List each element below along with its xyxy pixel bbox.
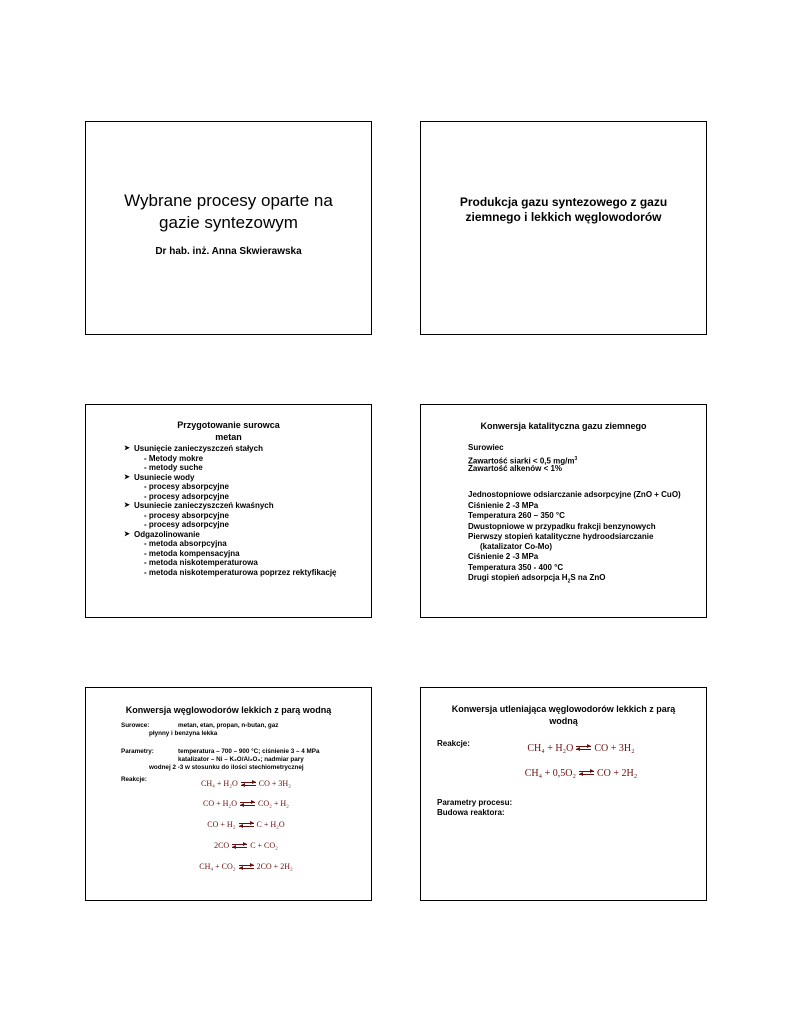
list-subitem: - metoda niskotemperaturowa [144, 558, 258, 567]
slide3-title [92, 419, 365, 443]
equation [146, 779, 346, 788]
process-line: Ciśnienie 2 -3 MPa [468, 500, 539, 510]
list-subitem: - procesy absorpcyjne [144, 482, 229, 491]
slide3-title-line2: metan [215, 432, 242, 442]
list-item [124, 501, 337, 511]
slide-title [85, 121, 372, 335]
alkenes-line: Zawartość alkenów < 1% [468, 464, 563, 473]
list-item [124, 444, 337, 454]
equation-left: CO + H₂ [207, 820, 236, 829]
equation [146, 820, 346, 829]
equation-right: CO + 3H₂ [258, 779, 291, 788]
list-subitem: - metoda niskotemperaturowa poprzez rektyfikację [144, 567, 337, 577]
reactions-label: Reakcje: [121, 776, 147, 783]
slide6-title [427, 703, 700, 727]
list-item-label: Usunięcie zanieczyszczeń stałych [134, 444, 263, 453]
list-item-label: Usuniecie zanieczyszczeń kwaśnych [134, 501, 274, 510]
equation [146, 799, 346, 808]
params-value: wodnej 2 -3 w stosunku do ilości stechiometrycznej [149, 764, 304, 771]
slide-raw-preparation [85, 404, 372, 618]
equilibrium-arrow-icon [240, 801, 255, 808]
process-line: Temperatura 350 - 400 °C [468, 562, 564, 572]
sulfur-sup: 3 [574, 455, 578, 462]
slide3-list [124, 444, 337, 577]
process-line: (katalizator Co-Mo) [480, 541, 552, 551]
equation-left: CO + H₂O [203, 799, 237, 808]
arrow-bullet-icon: ➤ [124, 473, 130, 481]
equilibrium-arrow-icon [579, 770, 594, 777]
arrow-bullet-icon: ➤ [124, 502, 130, 509]
raw-label: Surowiec [468, 443, 504, 452]
list-subitem: - procesy adsorpcyjne [144, 491, 229, 501]
equation-left: CH₄ + H₂O [527, 743, 574, 754]
slide-production [420, 121, 707, 335]
list-subitem: - procesy absorpcyjne [144, 510, 229, 520]
slide1-author: Dr hab. inż. Anna Skwierawska [155, 246, 302, 257]
process-line [468, 573, 681, 584]
equation-left: CH₄ + CO₂ [199, 862, 236, 871]
slide4-raw-block [468, 443, 577, 475]
params-value: katalizator – Ni – K₂O/Al₂O₃; nadmiar pary [178, 756, 304, 763]
equation-right: CO + 2H₂ [596, 768, 638, 779]
list-item [124, 529, 337, 540]
list-item [124, 472, 337, 483]
slide6-title-line2: wodną [549, 716, 578, 726]
slide2-title-line1: Produkcja gazu syntezowego z gazu [459, 195, 668, 209]
equation [481, 768, 681, 779]
arrow-bullet-icon: ➤ [124, 530, 130, 538]
slide3-title-line1: Przygotowanie surowca [177, 420, 280, 430]
last-post: S na ZnO [570, 573, 606, 582]
sulfur-text: Zawartość siarki < 0,5 mg/m [468, 456, 575, 466]
equilibrium-arrow-icon [239, 822, 254, 829]
slide-catalytic-conversion [420, 404, 707, 618]
equation-right: C + CO₂ [250, 841, 278, 850]
last-pre: Drugi stopień adsorpcja H [468, 573, 568, 582]
reactions-label: Reakcje: [437, 739, 470, 748]
list-subitem: - metoda kompensacyjna [144, 548, 240, 558]
slide4-process-block [468, 490, 681, 584]
equilibrium-arrow-icon [576, 745, 591, 752]
raw-value: płynny i benzyna lekka [149, 730, 218, 737]
arrow-bullet-icon: ➤ [124, 445, 130, 452]
equation-right: CO₂ + H₂ [257, 799, 289, 808]
equilibrium-arrow-icon [232, 843, 247, 850]
slide1-title-line1: Wybrane procesy oparte na [124, 191, 333, 210]
params-label: Parametry procesu: [437, 798, 513, 807]
equation-right: 2CO + 2H₂ [256, 862, 293, 871]
equation-left: CH₄ + 0,5O₂ [524, 768, 576, 779]
process-line: Jednostopniowe odsiarczanie adsorpcyjne (ZnO + CuO) [468, 490, 681, 499]
slide4-title: Konwersja katalityczna gazu ziemnego [480, 421, 647, 431]
params-value: temperatura – 700 – 900 °C; ciśnienie 3 – 4 MPa [178, 748, 320, 755]
equation [146, 841, 346, 850]
slide5-title: Konwersja węglowodorów lekkich z parą wodną [125, 705, 332, 715]
list-item-label: Usuniecie wody [134, 472, 195, 482]
process-line: Ciśnienie 2 -3 MPa [468, 552, 539, 561]
list-subitem: - Metody mokre [144, 453, 204, 463]
equation [481, 743, 681, 754]
process-line: Pierwszy stopień katalityczne hydroodsiarczanie [468, 532, 654, 541]
equation-left: 2CO [214, 841, 230, 850]
equation-left: CH₄ + H₂O [201, 779, 238, 788]
last-sub: 2 [567, 578, 571, 585]
slide-oxidative-conversion [420, 687, 707, 901]
equation-right: C + H₂O [256, 820, 285, 829]
list-subitem: - metody suche [144, 463, 203, 472]
process-line: Dwustopniowe w przypadku frakcji benzynowych [468, 521, 656, 531]
equation [146, 862, 346, 871]
equilibrium-arrow-icon [241, 781, 256, 788]
list-subitem: - metoda absorpcyjna [144, 539, 227, 548]
equilibrium-arrow-icon [239, 864, 254, 871]
raw-label: Surowce: [121, 722, 150, 729]
equation-right: CO + 3H₂ [594, 743, 635, 754]
list-item-label: Odgazolinowanie [134, 529, 200, 539]
raw-value: metan, etan, propan, n-butan, gaz [178, 722, 279, 729]
slide6-title-line1: Konwersja utleniająca węglowodorów lekkich z parą [451, 704, 676, 714]
reactor-label: Budowa reaktora: [437, 808, 505, 817]
slide2-title [431, 195, 696, 225]
process-line: Temperatura 260 – 350 °C [468, 511, 565, 520]
slide-steam-conversion [85, 687, 372, 901]
params-label: Parametry: [121, 748, 154, 755]
slide1-title-line2: gazie syntezowym [159, 213, 298, 232]
sulfur-line [468, 454, 577, 465]
slide2-title-line2: ziemnego i lekkich węglowodorów [465, 210, 662, 224]
slide1-title [86, 190, 371, 234]
list-subitem: - procesy adsorpcyjne [144, 520, 229, 529]
